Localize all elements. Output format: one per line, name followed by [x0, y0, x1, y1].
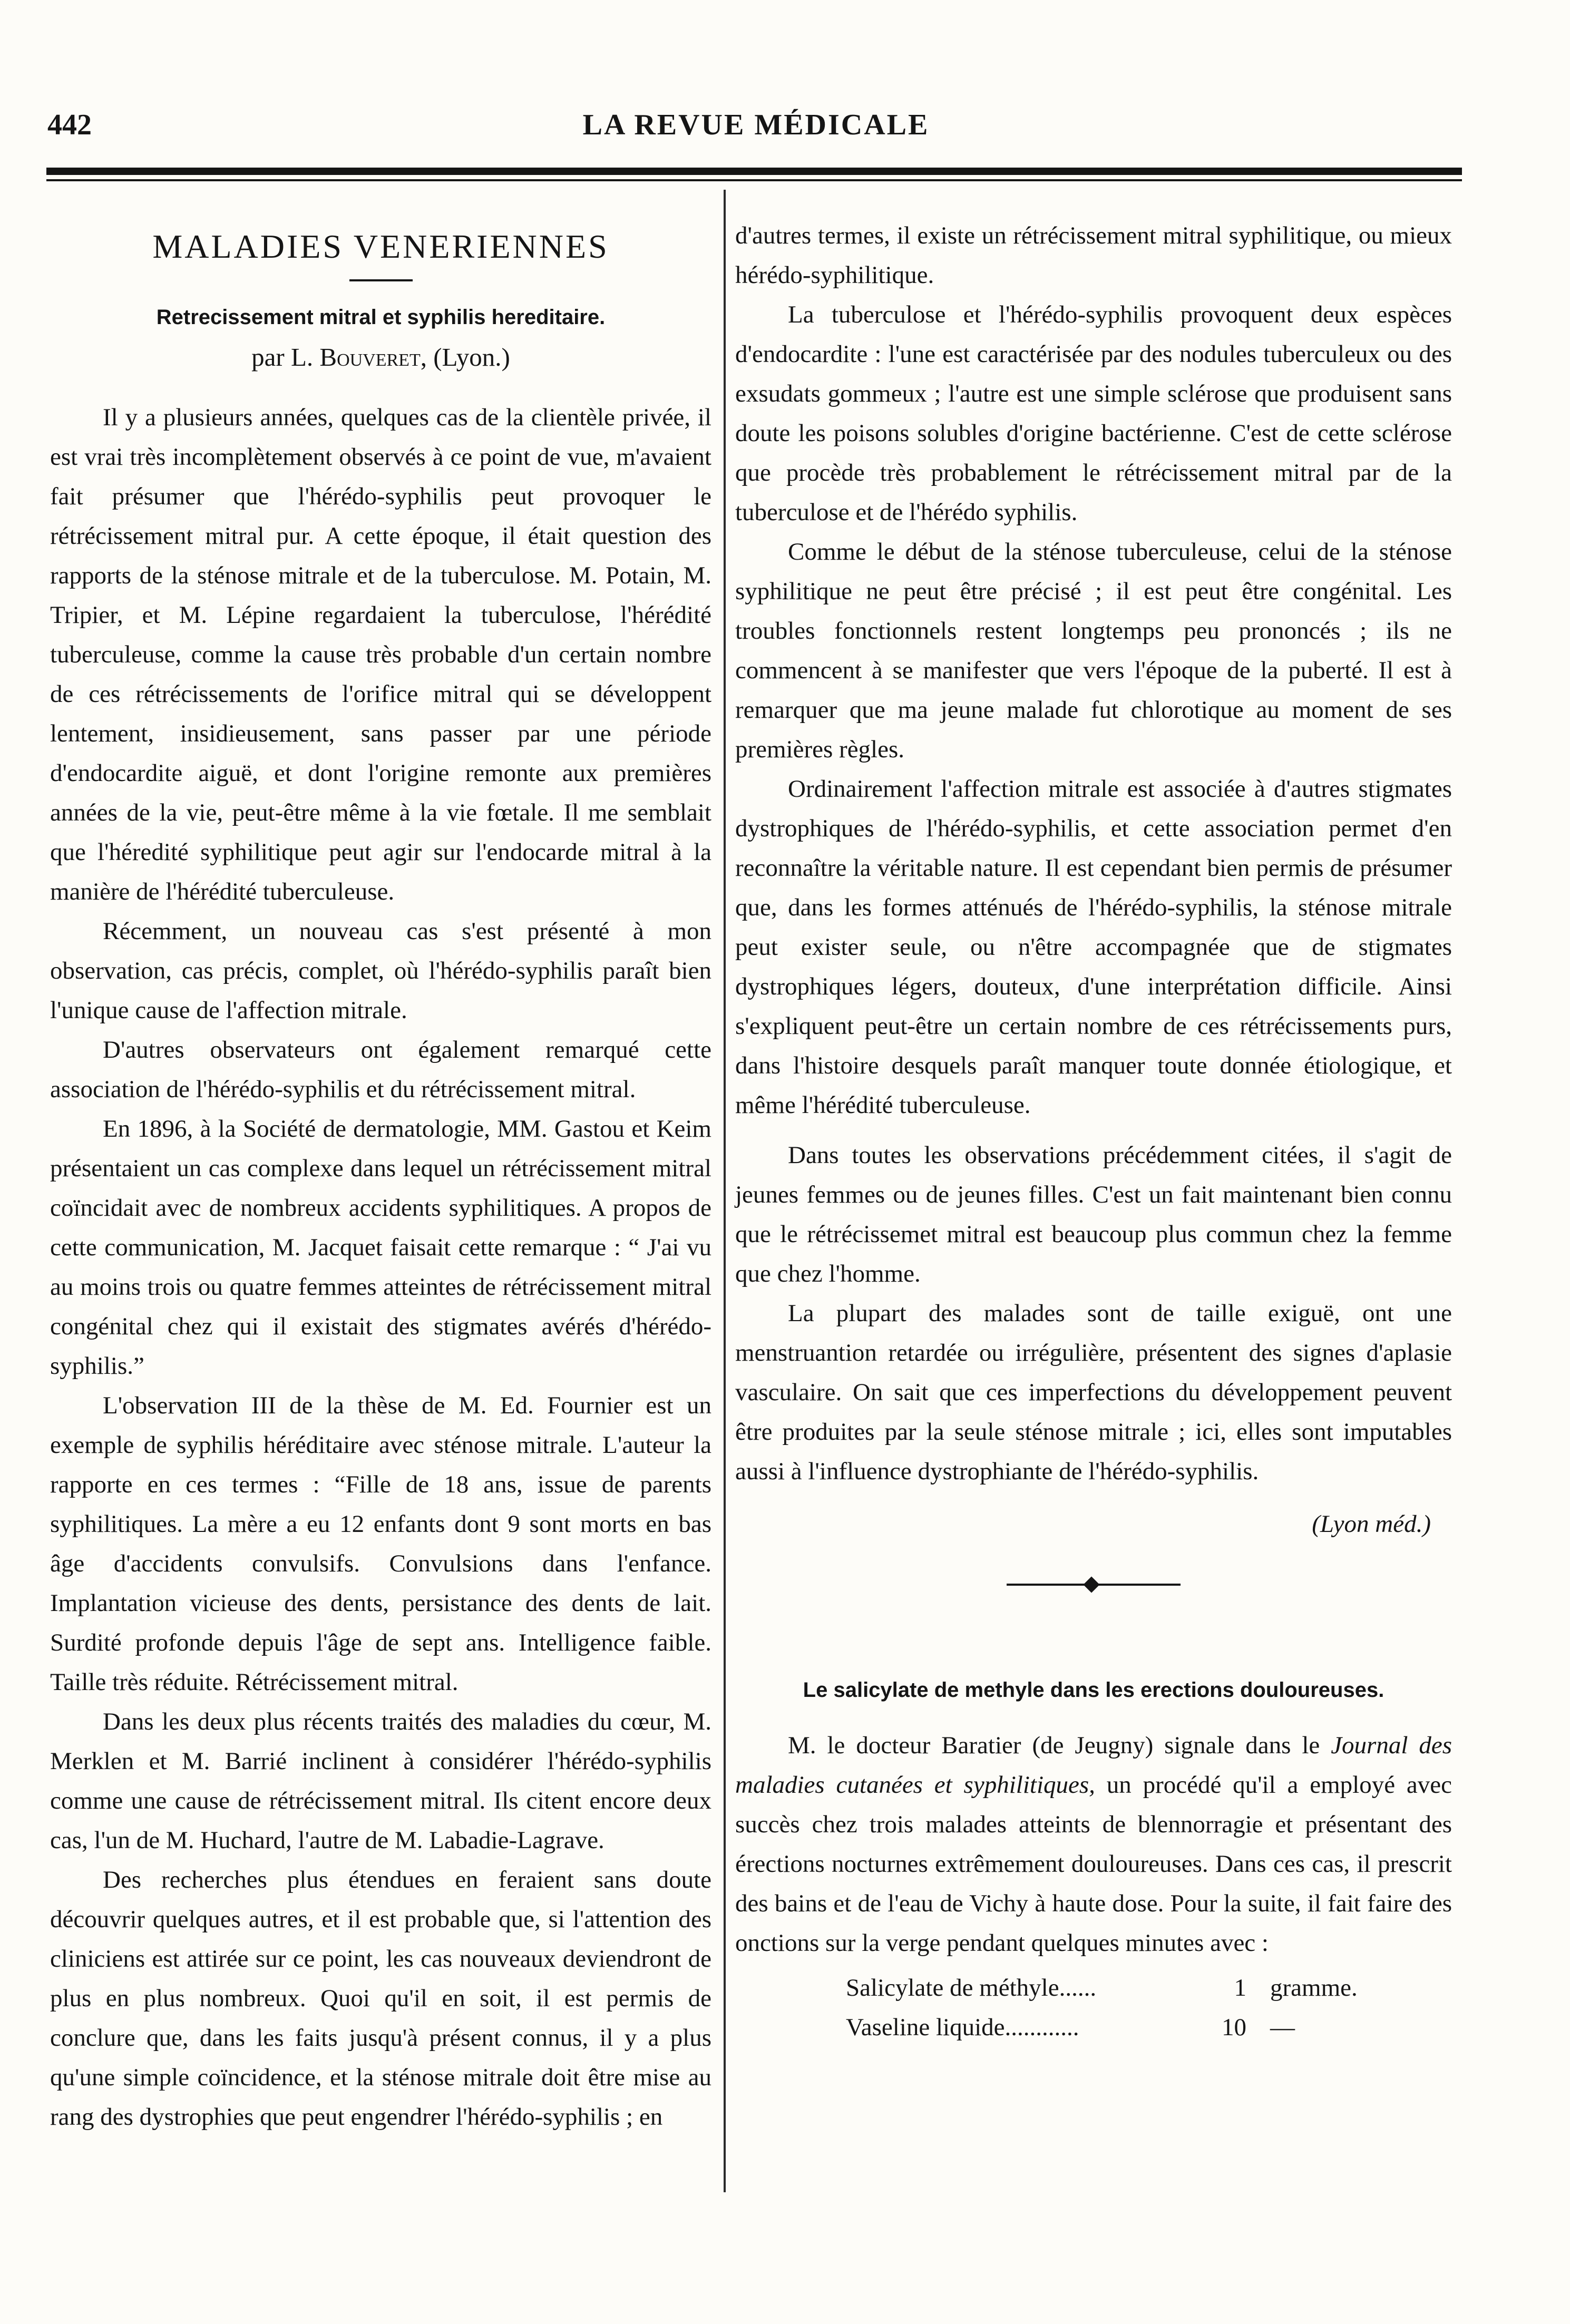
source-citation: (Lyon méd.)	[1312, 1510, 1431, 1538]
header-rule	[46, 168, 1462, 175]
formula-row	[846, 2008, 1452, 2047]
paragraph: D'autres observateurs ont également remarqué cette association de l'hérédo-syphilis et du rétrécissement mitral.	[50, 1036, 711, 1103]
left-column	[50, 216, 711, 2137]
page-header	[47, 108, 1465, 155]
paragraph	[735, 1726, 1452, 1963]
paragraph: La plupart des malades sont de taille exiguë, ont une menstruantion retardée ou irrégulière, présentent des signes d'aplasie vasculaire. On sait que ces imperfections du développement peuvent être produites par la seule sténose mitrale ; ici, elles sont imputables aussi à l'influence dystrophiante de l'hérédo-syphilis.	[735, 1300, 1452, 1485]
formula	[846, 1968, 1452, 2047]
title-rule	[349, 279, 413, 281]
header-rule-thin	[46, 179, 1462, 181]
paragraph: Récemment, un nouveau cas s'est présenté à mon observation, cas précis, complet, où l'hérédo-syphilis paraît bien l'unique cause de l'affection mitrale.	[50, 917, 711, 1024]
column-divider	[724, 190, 726, 2192]
paragraph: La tuberculose et l'hérédo-syphilis provoquent deux espèces d'endocardite : l'une est caractérisée par des nodules tuberculeux ou des exsudats gommeux ; l'autre est une simple sclérose que produisent sans doute les poisons solubles d'origine bactérienne. C'est de cette sclérose que procède très probablement le rétrécissement mitral par de la tuberculose et de l'hérédo syphilis.	[735, 301, 1452, 526]
ingredient-unit: gramme.	[1270, 1974, 1358, 2001]
journal-title: Journal des maladies cutanées et syphilitiques,	[735, 1732, 1452, 1799]
paragraph: Des recherches plus étendues en feraient sans doute découvrir quelques autres, et il est probable que, si l'attention des cliniciens est attirée sur ce point, les cas nouveaux deviendront de plus en plus nombreux. Quoi qu'il en soit, il est permis de conclure que, dans les faits jusqu'à présent connus, il y a plus qu'une simple coïncidence, et la sténose mitrale doit être mise au rang des dystrophies que peut engendrer l'hérédo-syphilis ; en	[50, 1866, 711, 2131]
byline-place: (Lyon.)	[433, 343, 510, 372]
paragraph: Dans les deux plus récents traités des maladies du cœur, M. Merklen et M. Barrié inclinent à considérer l'hérédo-syphilis comme une cause de rétrécissement mitral. Ils citent encore deux cas, l'un de M. Huchard, l'autre de M. Labadie-Lagrave.	[50, 1708, 711, 1854]
intro-text: M. le docteur Baratier (de Jeugny) signale dans le	[788, 1732, 1331, 1759]
right-column	[735, 216, 1452, 2047]
byline-author: Bouveret,	[319, 343, 427, 372]
page-number: 442	[47, 109, 92, 141]
paragraph: L'observation III de la thèse de M. Ed. Fournier est un exemple de syphilis héréditaire avec sténose mitrale. L'auteur la rapporte en ces termes : “Fille de 18 ans, issue de parents syphilitiques. La mère a eu 12 enfants dont 9 sont morts en bas âge d'accidents convulsifs. Convulsions dans l'enfance. Implantation vicieuse des dents, persistance des dents de lait. Surdité profonde depuis l'âge de sept ans. Intelligence faible. Taille très réduite. Rétrécissement mitral.	[50, 1392, 711, 1696]
article-title: Le salicylate de methyle dans les erections douloureuses.	[803, 1678, 1384, 1702]
paragraph: Il y a plusieurs années, quelques cas de la clientèle privée, il est vrai très incomplètement observés à ce point de vue, m'avaient fait présumer que l'hérédo-syphilis peut provoquer le rétrécissement mitral pur. A cette époque, il était question des rapports de la sténose mitrale et de la tuberculose. M. Potain, M. Tripier, et M. Lépine regardaient la tuberculose, l'hérédité tuberculeuse, comme la cause très probable d'un certain nombre de ces rétrécissements de l'orifice mitral qui se développent lentement, insidieusement, sans passer par une période d'endocardite aiguë, et dont l'origine remonte aux premières années de la vie, peut-être même à la vie fœtale. Il me semblait que l'héredité syphilitique peut agir sur l'endocarde mitral à la manière de l'hérédité tuberculeuse.	[50, 404, 711, 905]
byline	[50, 337, 711, 377]
running-title: LA REVUE MÉDICALE	[582, 109, 930, 141]
ingredient-unit: —	[1270, 2014, 1295, 2041]
intro-text-continued: un procédé qu'il a employé avec succès chez trois malades atteints de blennorragie et présentant des érections nocturnes extrêmement douloureuses. Dans ces cas, il prescrit des bains et de l'eau de Vichy à haute dose. Pour la suite, il fait faire des onctions sur la verge pendant quelques minutes avec :	[735, 1771, 1452, 1957]
byline-prefix: par L.	[251, 343, 314, 372]
paragraph-continued: d'autres termes, il existe un rétrécissement mitral syphilitique, ou mieux hérédo-syphilitique.	[735, 222, 1452, 289]
ingredient-quantity: 10	[1222, 2014, 1246, 2041]
article-title: Retrecissement mitral et syphilis hereditaire.	[156, 306, 606, 329]
paragraph: Ordinairement l'affection mitrale est associée à d'autres stigmates dystrophiques de l'hérédo-syphilis, et cette association permet d'en reconnaître la véritable nature. Il est cependant bien permis de présumer que, dans les formes atténués de l'hérédo-syphilis, la sténose mitrale peut exister seule, ou n'être accompagnée que de stigmates dystrophiques légers, douteux, d'une interprétation difficile. Ainsi s'expliquent peut-être un certain nombre de ces rétrécissements purs, dans l'histoire desquels paraît manquer toute donnée étiologique, et même l'hérédité tuberculeuse.	[735, 775, 1452, 1119]
ingredient-name: Vaseline liquide............	[846, 2014, 1079, 2041]
paragraph: Comme le début de la sténose tuberculeuse, celui de la sténose syphilitique ne peut être précisé ; il est peut être congénital. Les troubles fonctionnels restent longtemps peu prononcés ; ils ne commencent à se manifester que vers l'époque de la puberté. Il est à remarquer que ma jeune malade fut chlorotique au moment de ses premières règles.	[735, 538, 1452, 763]
section-ornament	[1007, 1584, 1181, 1586]
section-title: MALADIES VENERIENNES	[152, 228, 609, 265]
paragraph: En 1896, à la Société de dermatologie, MM. Gastou et Keim présentaient un cas complexe dans lequel un rétrécissement mitral coïncidait avec de nombreux accidents syphilitiques. A propos de cette communication, M. Jacquet faisait cette remarque : “ J'ai vu au moins trois ou quatre femmes atteintes de rétrécissement mitral congénital chez qui il existait des stigmates avérés d'hérédo-syphilis.”	[50, 1115, 711, 1380]
ingredient-quantity: 1	[1234, 1974, 1246, 2001]
formula-row	[846, 1968, 1452, 2008]
paragraph: Dans toutes les observations précédemment citées, il s'agit de jeunes femmes ou de jeunes filles. C'est un fait maintenant bien connu que le rétrécissemet mitral est beaucoup plus commun chez la femme que chez l'homme.	[735, 1141, 1452, 1287]
ingredient-name: Salicylate de méthyle......	[846, 1974, 1097, 2001]
